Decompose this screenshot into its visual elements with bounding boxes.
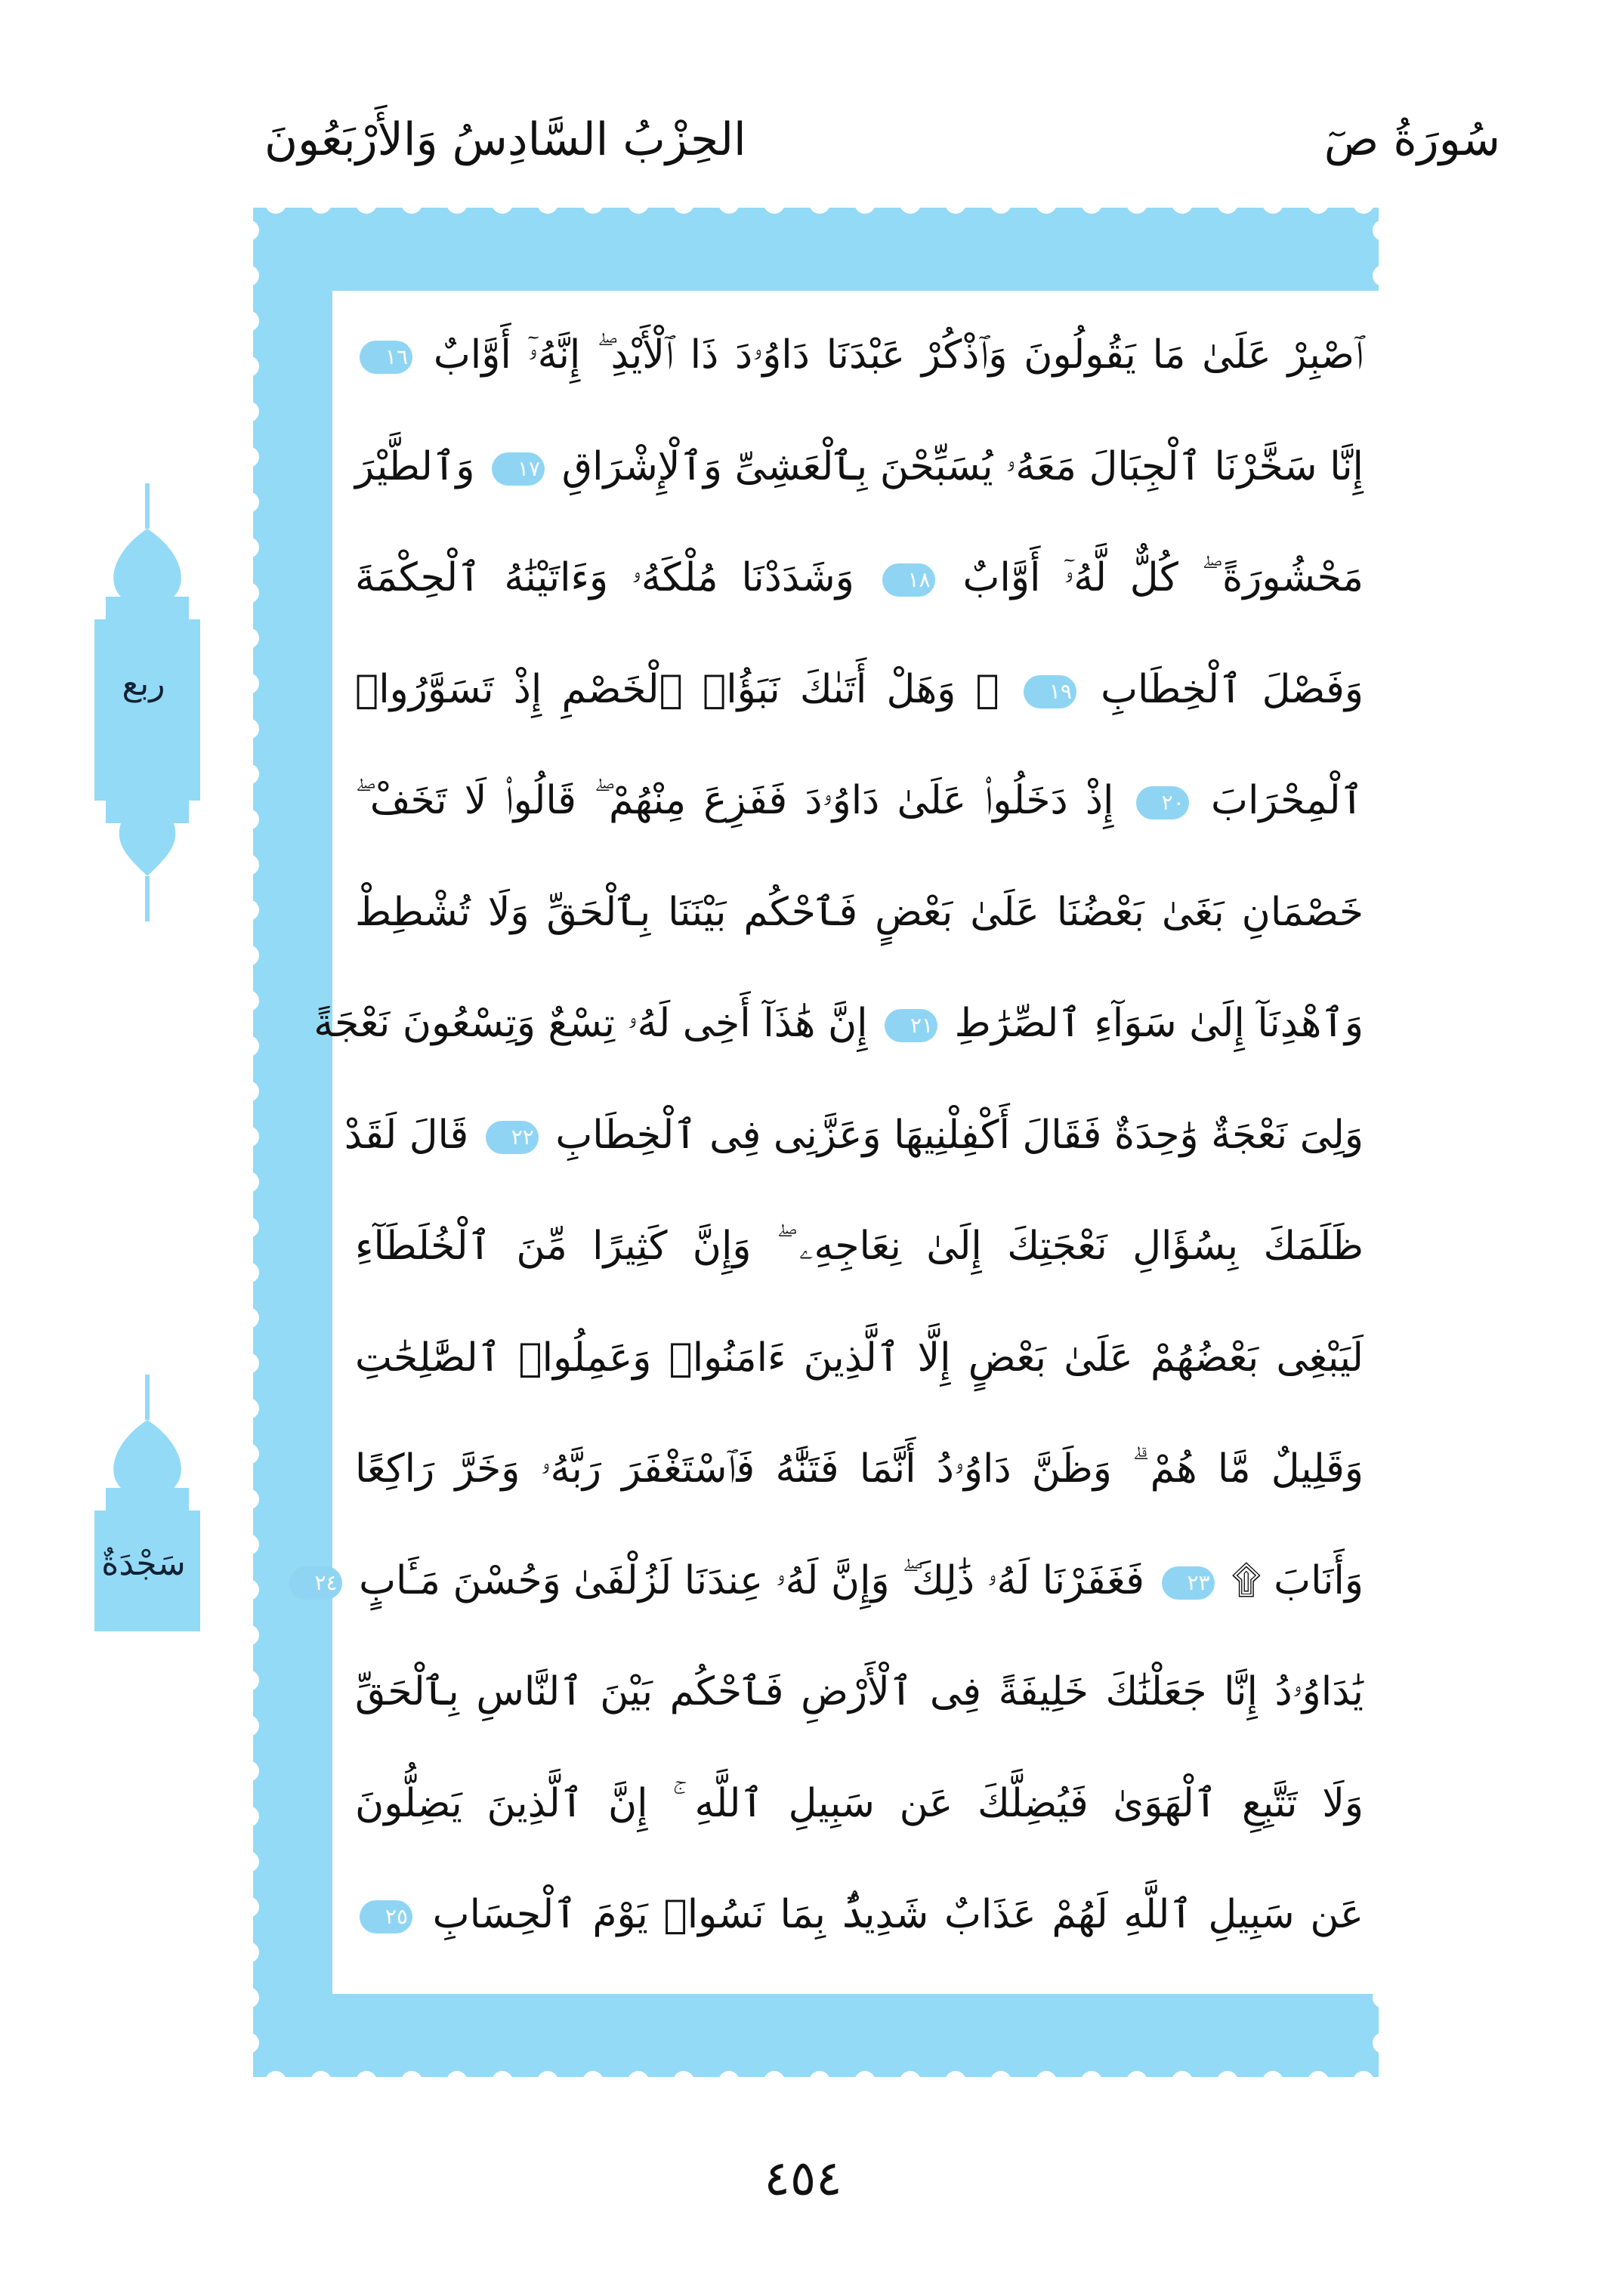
ayah-text: وَشَدَدْنَا مُلْكَهُۥ وَءَاتَيْنَٰهُ ٱلْحِكْمَةَ	[355, 555, 854, 600]
ayah-line	[355, 310, 1364, 400]
frame-scallop	[900, 193, 921, 214]
frame-scallop	[238, 1081, 259, 1102]
ayah-line	[355, 532, 1364, 623]
ayah-line	[355, 644, 1364, 735]
verse-number-marker: ١٨	[882, 563, 935, 597]
frame-scallop	[1353, 2071, 1374, 2092]
frame-scallop	[537, 2071, 558, 2092]
frame-scallop	[446, 2071, 468, 2092]
rub-marker	[91, 483, 204, 921]
ayah-line	[355, 1313, 1364, 1403]
frame-scallop	[238, 1534, 259, 1555]
frame-scallop	[238, 1761, 259, 1782]
frame-scallop	[238, 1489, 259, 1510]
frame-scallop	[238, 401, 259, 422]
verse-number-marker: ٢٣	[1162, 1566, 1215, 1600]
ayah-text: خَصْمَانِ بَغَىٰ بَعْضُنَا عَلَىٰ بَعْضٍ فَٱحْكُم بَيْنَنَا بِٱلْحَقِّ وَلَا تُشْطِطْ	[355, 889, 1364, 935]
frame-scallop	[1036, 2071, 1057, 2092]
ayah-text: إِنَّ هَٰذَآ أَخِى لَهُۥ تِسْعٌ وَتِسْعُونَ نَعْجَةً	[313, 1001, 868, 1046]
frame-scallop	[238, 1171, 259, 1193]
ayah-text: وَفَصْلَ ٱلْخِطَابِ	[1101, 666, 1364, 712]
frame-scallop	[310, 193, 332, 214]
verse-number-marker: ٢٤	[289, 1566, 342, 1600]
frame-scallop	[238, 1987, 259, 2008]
ayah-text: عَن سَبِيلِ ٱللَّهِ لَهُمْ عَذَابٌ شَدِيدٌۢ بِمَا نَسُوا۟ يَوْمَ ٱلْحِسَابِ	[432, 1892, 1364, 1937]
frame-scallop	[238, 1579, 259, 1600]
frame-scallop	[238, 1670, 259, 1691]
frame-scallop	[1262, 193, 1283, 214]
frame-scallop	[945, 193, 966, 214]
frame-scallop	[238, 492, 259, 513]
frame-scallop	[854, 193, 876, 214]
hizb-title: الحِزْبُ السَّادِسُ وَالأَرْبَعُونَ	[264, 113, 746, 166]
frame-scallop	[238, 673, 259, 694]
frame-scallop	[238, 537, 259, 558]
sajda-marker	[91, 1375, 204, 1631]
ayah-text: ۞ وَهَلْ أَتَىٰكَ نَبَؤُا۟ ٱلْخَصْمِ إِذْ تَسَوَّرُوا۟	[355, 666, 999, 712]
frame-scallop	[945, 2071, 966, 2092]
frame-scallop	[238, 356, 259, 377]
frame-scallop	[238, 446, 259, 468]
frame-scallop	[238, 1035, 259, 1057]
frame-scallop	[356, 2071, 377, 2092]
frame-scallop	[446, 193, 468, 214]
ayah-line	[355, 1201, 1364, 1292]
frame-scallop	[764, 2071, 785, 2092]
frame-scallop	[718, 193, 740, 214]
frame-scallop	[238, 310, 259, 332]
ayah-line	[355, 1758, 1364, 1849]
ayah-line	[355, 1424, 1364, 1514]
frame-scallop	[1081, 2071, 1102, 2092]
verse-number-marker: ١٧	[492, 452, 545, 486]
frame-scallop	[238, 220, 259, 241]
ayah-text: إِنَّا سَخَّرْنَا ٱلْجِبَالَ مَعَهُۥ يُسَبِّحْنَ بِٱلْعَشِىِّ وَٱلْإِشْرَاقِ	[561, 443, 1364, 489]
frame-scallop	[238, 2032, 259, 2054]
verse-number-marker: ١٩	[1024, 675, 1076, 708]
frame-scallop	[764, 193, 785, 214]
ayah-text: ظَلَمَكَ بِسُؤَالِ نَعْجَتِكَ إِلَىٰ نِعَاجِهِۦ ۖ وَإِنَّ كَثِيرًا مِّنَ ٱلْخُلَطَآءِ	[355, 1224, 1364, 1269]
frame-scallop	[401, 2071, 422, 2092]
ayah-text: وَقَلِيلٌ مَّا هُمْ ۗ وَظَنَّ دَاوُۥدُ أَنَّمَا فَتَنَّٰهُ فَٱسْتَغْفَرَ رَبَّهُۥ وَخَرَّ رَاكِعًا	[355, 1446, 1364, 1492]
frame-scallop	[1217, 2071, 1238, 2092]
verse-number-marker: ٢٢	[486, 1121, 539, 1154]
frame-scallop	[1373, 2032, 1394, 2054]
ayah-text: فَغَفَرْنَا لَهُۥ ذَٰلِكَ ۖ وَإِنَّ لَهُۥ عِندَنَا لَزُلْفَىٰ وَحُسْنَ مَـَٔابٍ	[359, 1557, 1145, 1603]
frame-scallop	[238, 1262, 259, 1283]
surah-title: سُورَةُ صٓ	[1323, 113, 1500, 166]
frame-scallop	[238, 628, 259, 649]
ayah-line	[355, 867, 1364, 958]
frame-scallop	[1262, 2071, 1283, 2092]
frame-scallop	[1126, 193, 1147, 214]
ayah-text: مَحْشُورَةً ۖ كُلٌّ لَّهُۥٓ أَوَّابٌ	[962, 555, 1364, 600]
ayah-text: وَٱهْدِنَآ إِلَىٰ سَوَآءِ ٱلصِّرَٰطِ	[954, 1001, 1364, 1046]
frame-scallop	[1172, 193, 1193, 214]
frame-scallop	[238, 1715, 259, 1736]
frame-scallop	[809, 2071, 830, 2092]
ayah-line	[355, 1869, 1364, 1960]
frame-scallop	[492, 2071, 513, 2092]
frame-scallop	[809, 193, 830, 214]
verse-number-marker: ٢٠	[1136, 786, 1189, 819]
ayah-text: وَأَنَابَ ۩	[1231, 1557, 1364, 1603]
frame-scallop	[1036, 193, 1057, 214]
sajda-icon	[91, 1375, 204, 1631]
frame-scallop	[238, 1398, 259, 1419]
frame-scallop	[673, 2071, 694, 2092]
frame-scallop	[238, 809, 259, 830]
quran-text-panel	[313, 291, 1386, 1994]
ayah-line	[344, 1090, 1364, 1180]
ayah-text: ٱصْبِرْ عَلَىٰ مَا يَقُولُونَ وَٱذْكُرْ عَبْدَنَا دَاوُۥدَ ذَا ٱلْأَيْدِ ۖ إِنَّهُۥٓ أَوَّابٌ	[433, 332, 1364, 378]
frame-scallop	[238, 1126, 259, 1147]
frame-scallop	[356, 193, 377, 214]
frame-scallop	[673, 193, 694, 214]
ayah-text: وَلِىَ نَعْجَةٌ وَٰحِدَةٌ فَقَالَ أَكْفِلْنِيهَا وَعَزَّنِى فِى ٱلْخِطَابِ	[555, 1112, 1364, 1158]
verse-number-marker: ٢١	[885, 1009, 937, 1042]
frame-scallop	[582, 2071, 604, 2092]
frame-scallop	[310, 2071, 332, 2092]
ayah-text: قَالَ لَقَدْ	[344, 1112, 469, 1158]
verse-number-marker: ٢٥	[360, 1900, 412, 1933]
frame-scallop	[265, 2071, 286, 2092]
ayah-text: ٱلْمِحْرَابَ	[1210, 778, 1364, 823]
frame-scallop	[1081, 193, 1102, 214]
ayah-line	[355, 1646, 1364, 1737]
frame-scallop	[238, 1307, 259, 1329]
frame-scallop	[265, 193, 286, 214]
ayah-text: لَيَبْغِى بَعْضُهُمْ عَلَىٰ بَعْضٍ إِلَّا ٱلَّذِينَ ءَامَنُوا۟ وَعَمِلُوا۟ ٱلصَّٰلِحَٰتِ	[355, 1335, 1364, 1381]
frame-scallop	[238, 1851, 259, 1872]
ayah-text: وَلَا تَتَّبِعِ ٱلْهَوَىٰ فَيُضِلَّكَ عَن سَبِيلِ ٱللَّهِ ۚ إِنَّ ٱلَّذِينَ يَضِلُّونَ	[355, 1780, 1364, 1826]
frame-scallop	[718, 2071, 740, 2092]
frame-scallop	[238, 718, 259, 739]
frame-scallop	[537, 193, 558, 214]
frame-scallop	[990, 2071, 1011, 2092]
ayah-text: إِذْ دَخَلُوا۟ عَلَىٰ دَاوُۥدَ فَفَزِعَ مِنْهُمْ ۖ قَالُوا۟ لَا تَخَفْ ۖ	[355, 778, 1114, 823]
frame-scallop	[990, 193, 1011, 214]
frame-scallop	[238, 1443, 259, 1464]
frame-scallop	[1308, 193, 1329, 214]
frame-scallop	[238, 945, 259, 966]
frame-scallop	[1217, 193, 1238, 214]
ayah-text: وَٱلطَّيْرَ	[355, 443, 475, 489]
ayah-line	[355, 755, 1364, 846]
rub-label: ربع	[122, 665, 165, 703]
page-number: ٤٥٤	[764, 2151, 842, 2207]
frame-scallop	[238, 990, 259, 1011]
frame-scallop	[492, 193, 513, 214]
frame-scallop	[238, 1896, 259, 1918]
frame-scallop	[628, 193, 649, 214]
frame-scallop	[1373, 265, 1394, 286]
ayah-line	[313, 978, 1364, 1069]
ayah-text: يَٰدَاوُۥدُ إِنَّا جَعَلْنَٰكَ خَلِيفَةً فِى ٱلْأَرْضِ فَٱحْكُم بَيْنَ ٱلنَّاسِ بِٱلْحَقِّ	[355, 1669, 1364, 1714]
frame-scallop	[238, 764, 259, 785]
frame-scallop	[1353, 193, 1374, 214]
frame-scallop	[238, 1806, 259, 1827]
frame-scallop	[238, 900, 259, 921]
frame-scallop	[238, 1353, 259, 1374]
frame-scallop	[854, 2071, 876, 2092]
frame-scallop	[238, 1217, 259, 1238]
frame-scallop	[238, 1942, 259, 1963]
frame-scallop	[238, 854, 259, 875]
ayah-line	[314, 1535, 1364, 1626]
frame-scallop	[628, 2071, 649, 2092]
verse-number-marker: ١٦	[360, 341, 412, 374]
frame-scallop	[401, 193, 422, 214]
frame-scallop	[900, 2071, 921, 2092]
frame-scallop	[238, 1625, 259, 1646]
frame-scallop	[582, 193, 604, 214]
sajda-label: سَجْدَةٌ	[101, 1545, 186, 1583]
ayah-line	[355, 421, 1364, 512]
frame-scallop	[238, 582, 259, 603]
frame-scallop	[1172, 2071, 1193, 2092]
frame-scallop	[238, 265, 259, 286]
frame-scallop	[1308, 2071, 1329, 2092]
frame-scallop	[1126, 2071, 1147, 2092]
frame-scallop	[1373, 220, 1394, 241]
